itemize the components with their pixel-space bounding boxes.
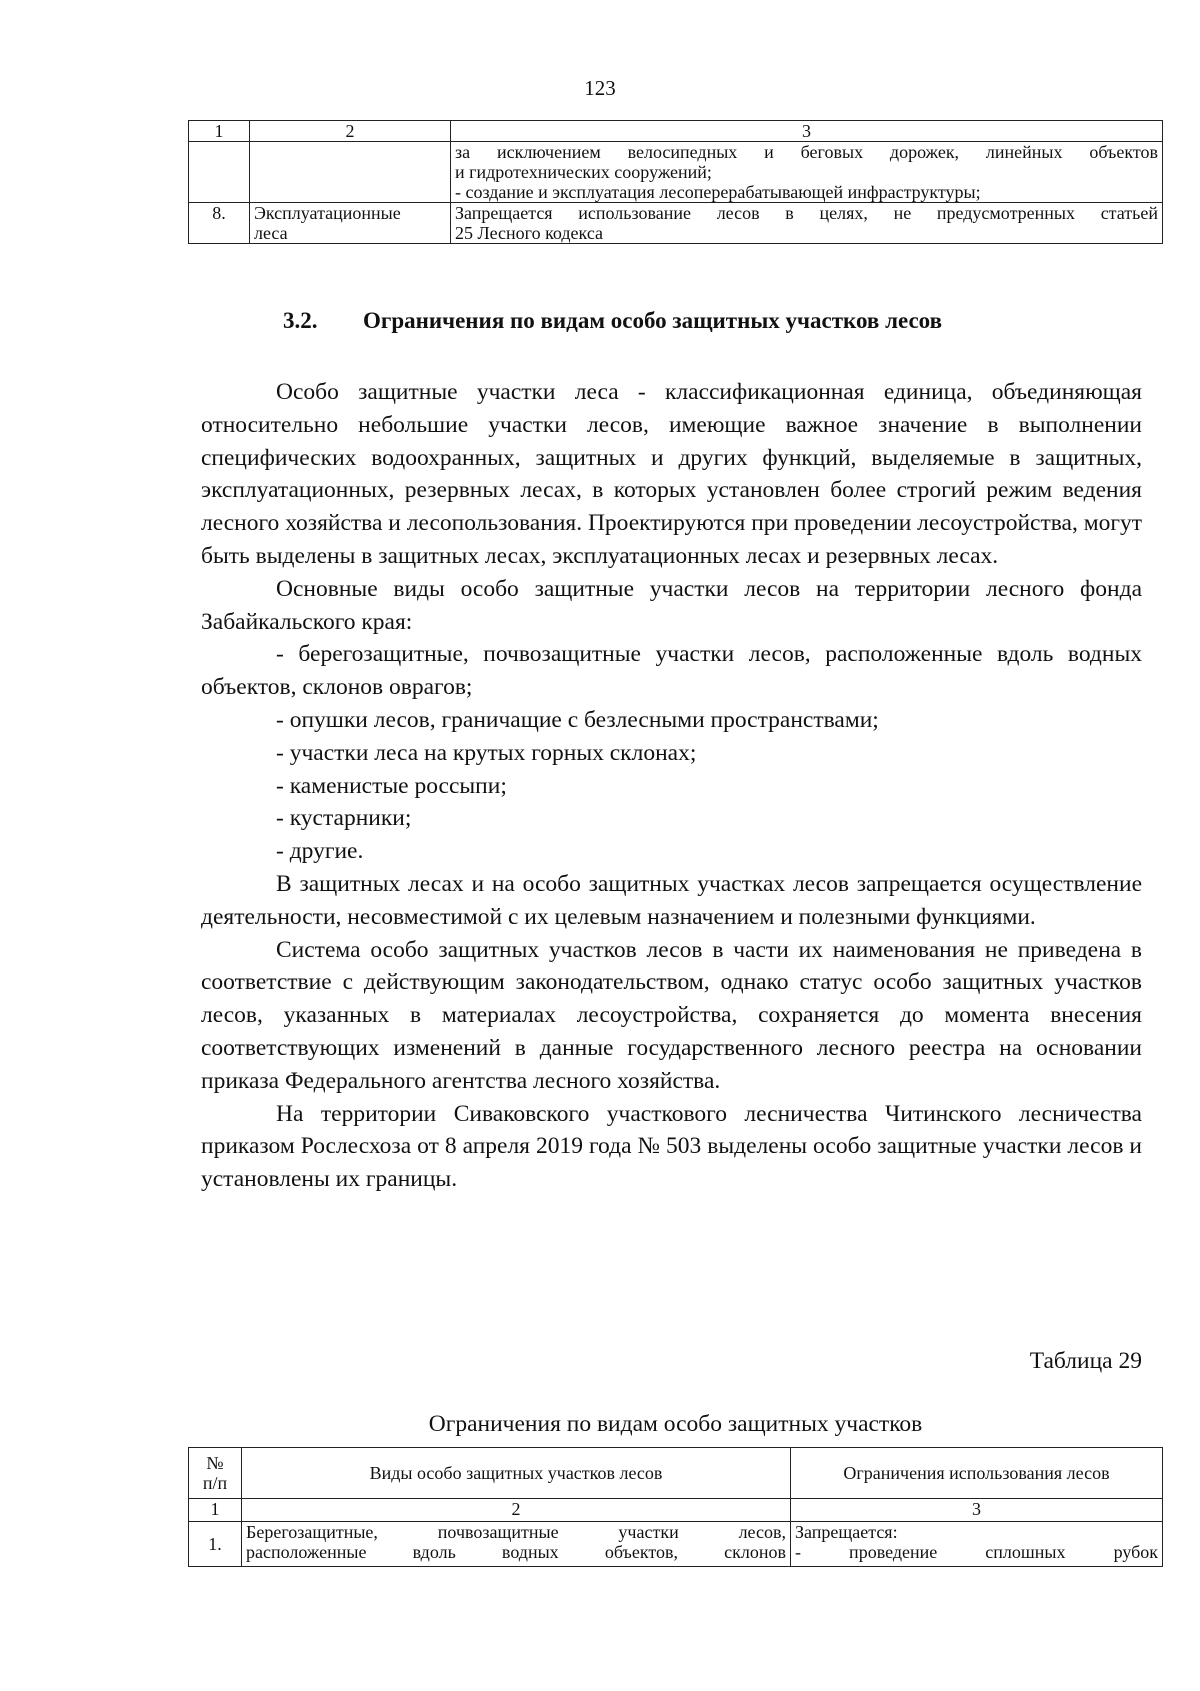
list-item: - опушки лесов, граничащие с безлесными пространствами; bbox=[276, 706, 879, 733]
paragraph: На территории Сиваковского участкового лесничества Читинского лесничества приказом Рослесхоза от 8 апреля 2019 года № 503 выделены особо защитные участки лесов и установлены их границы. bbox=[201, 1100, 1142, 1193]
header-text-line: № bbox=[206, 1453, 224, 1473]
table-header-row bbox=[189, 121, 1163, 142]
column-number-1: 1 bbox=[189, 121, 250, 142]
restrictions-table bbox=[188, 1447, 1163, 1567]
cell-text-line: 25 Лесного кодекса bbox=[455, 223, 604, 243]
section-number: 3.2. bbox=[283, 308, 318, 333]
table-row-continued bbox=[189, 142, 1163, 203]
cell-text-line: расположенные вдоль водных объектов, склонов bbox=[246, 1542, 786, 1562]
column-number-2: 2 bbox=[250, 121, 451, 142]
paragraph: Система особо защитных участков лесов в части их наименования не приведена в соответствие с действующим законодательством, однако статус особо защитных участков лесов, указанных в материалах лесоустройства, сохраняется до момента внесения соответствующих изменений в данные государственного лесного реестра на основании приказа Федерального агентства лесного хозяйства. bbox=[201, 936, 1142, 1094]
cell-text-line: за исключением велосипедных и беговых дорожек, линейных объектов bbox=[455, 142, 1158, 162]
paragraph: В защитных лесах и на особо защитных участках лесов запрещается осуществление деятельности, несовместимой с их целевым назначением и полезными функциями. bbox=[201, 870, 1142, 930]
types-header: Виды особо защитных участков лесов bbox=[242, 1448, 791, 1499]
cell-text-line: Эксплуатационные bbox=[254, 203, 401, 223]
table-title: Ограничения по видам особо защитных участков bbox=[428, 1411, 923, 1437]
column-number-1: 1 bbox=[189, 1499, 242, 1522]
table-cell-restrictions bbox=[451, 142, 1163, 203]
list-item: - участки леса на крутых горных склонах; bbox=[276, 739, 697, 766]
table-row-1 bbox=[189, 1522, 1163, 1567]
table-row-8 bbox=[189, 203, 1163, 244]
restriction-cell bbox=[791, 1522, 1163, 1567]
column-number-2: 2 bbox=[242, 1499, 791, 1522]
section-title: Ограничения по видам особо защитных участков лесов bbox=[363, 308, 943, 333]
list-item: - кустарники; bbox=[276, 805, 412, 832]
cell-text-line: и гидротехнических сооружений; bbox=[455, 162, 712, 182]
header-text-line: п/п bbox=[202, 1473, 228, 1493]
paragraph: Основные виды особо защитные участки лесов на территории лесного фонда Забайкальского края: bbox=[201, 575, 1142, 635]
table-cell-restrictions bbox=[451, 203, 1163, 244]
cell-text-line: - проведение сплошных рубок bbox=[795, 1542, 1158, 1562]
body-text bbox=[201, 376, 1142, 1196]
cell-text-line: Запрещается: bbox=[795, 1522, 898, 1542]
cell-text-line: леса bbox=[254, 223, 288, 243]
table-label: Таблица 29 bbox=[1029, 1348, 1142, 1374]
cell-text-line: Запрещается использование лесов в целях, не предусмотренных статьей bbox=[455, 203, 1158, 223]
column-number-3: 3 bbox=[451, 121, 1163, 142]
number-header bbox=[189, 1448, 242, 1499]
row-number: 1. bbox=[189, 1522, 242, 1567]
table-header-row bbox=[189, 1448, 1163, 1499]
cell-text-line: - создание и эксплуатация лесоперерабатывающей инфраструктуры; bbox=[455, 182, 981, 202]
paragraph: Особо защитные участки леса - классификационная единица, объединяющая относительно небольшие участки лесов, имеющие важное значение в выполнении специфических водоохранных, защитных и других функций, выделяемые в защитных, эксплуатационных, резервных лесах, в которых установлен более строгий режим ведения лесного хозяйства и лесопользования. Проектируются при проведении лесоустройства, могут быть выделены в защитных лесах, эксплуатационных лесах и резервных лесах. bbox=[201, 379, 1142, 569]
column-numbers-row bbox=[189, 1499, 1163, 1522]
column-number-3: 3 bbox=[791, 1499, 1163, 1522]
forest-type-cell bbox=[250, 203, 451, 244]
cell-text-line: Берегозащитные, почвозащитные участки лесов, bbox=[246, 1522, 786, 1542]
table-cell bbox=[250, 142, 451, 203]
list-item: - берегозащитные, почвозащитные участки лесов, расположенные вдоль водных объектов, склонов оврагов; bbox=[201, 641, 1142, 701]
list-item: - каменистые россыпи; bbox=[276, 772, 507, 799]
continued-table bbox=[188, 120, 1163, 244]
table-cell bbox=[189, 142, 250, 203]
restrictions-header: Ограничения использования лесов bbox=[791, 1448, 1163, 1499]
row-number: 8. bbox=[189, 203, 250, 244]
area-type-cell bbox=[242, 1522, 791, 1567]
section-heading bbox=[283, 308, 942, 334]
list-item: - другие. bbox=[276, 838, 364, 865]
page-number: 123 bbox=[584, 76, 616, 100]
